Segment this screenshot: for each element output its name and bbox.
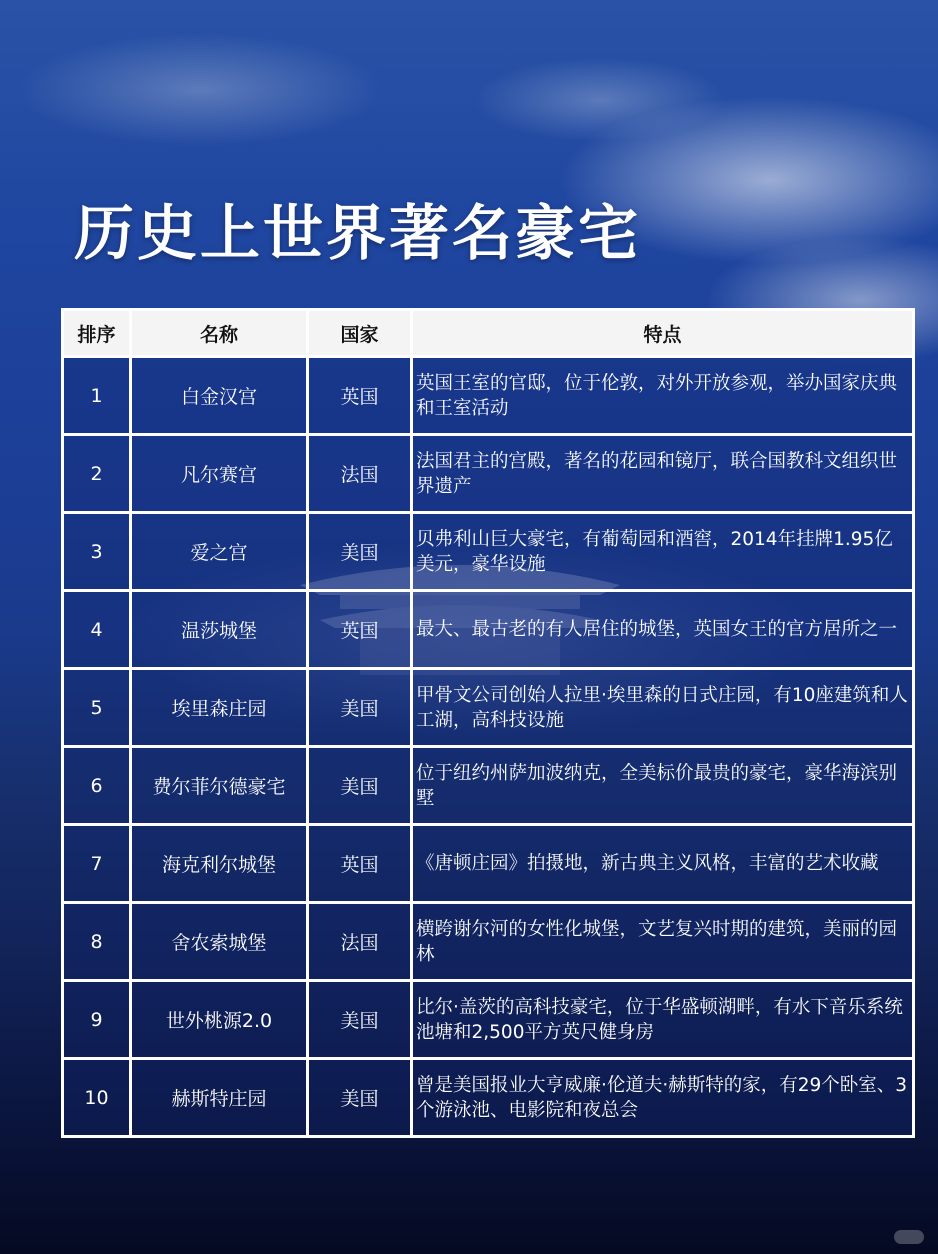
cell-country: 美国 bbox=[308, 669, 412, 747]
cell-country: 英国 bbox=[308, 591, 412, 669]
cell-rank: 3 bbox=[63, 513, 131, 591]
cell-name: 凡尔赛宫 bbox=[131, 435, 308, 513]
cell-rank: 7 bbox=[63, 825, 131, 903]
cell-rank: 10 bbox=[63, 1059, 131, 1137]
watermark-badge bbox=[894, 1230, 924, 1244]
cell-feature: 曾是美国报业大亨威廉·伦道夫·赫斯特的家，有29个卧室、3个游泳池、电影院和夜总会 bbox=[412, 1059, 914, 1137]
cell-rank: 2 bbox=[63, 435, 131, 513]
cell-name: 白金汉宫 bbox=[131, 357, 308, 435]
cell-rank: 1 bbox=[63, 357, 131, 435]
table-header-row bbox=[63, 310, 914, 357]
cell-rank: 4 bbox=[63, 591, 131, 669]
cell-name: 温莎城堡 bbox=[131, 591, 308, 669]
header-name: 名称 bbox=[131, 310, 308, 357]
table-row bbox=[63, 357, 914, 435]
table-row bbox=[63, 903, 914, 981]
page-title: 历史上世界著名豪宅 bbox=[74, 199, 641, 269]
cell-feature: 位于纽约州萨加波纳克，全美标价最贵的豪宅，豪华海滨别墅 bbox=[412, 747, 914, 825]
table-row bbox=[63, 825, 914, 903]
table-row bbox=[63, 591, 914, 669]
cell-country: 法国 bbox=[308, 903, 412, 981]
cell-country: 美国 bbox=[308, 1059, 412, 1137]
cell-rank: 8 bbox=[63, 903, 131, 981]
cell-feature: 法国君主的宫殿，著名的花园和镜厅，联合国教科文组织世界遗产 bbox=[412, 435, 914, 513]
cell-rank: 9 bbox=[63, 981, 131, 1059]
cell-name: 世外桃源2.0 bbox=[131, 981, 308, 1059]
table-row bbox=[63, 981, 914, 1059]
cell-name: 舍农索城堡 bbox=[131, 903, 308, 981]
header-country: 国家 bbox=[308, 310, 412, 357]
header-rank: 排序 bbox=[63, 310, 131, 357]
cell-name: 埃里森庄园 bbox=[131, 669, 308, 747]
table-row bbox=[63, 747, 914, 825]
table-row bbox=[63, 669, 914, 747]
cell-country: 英国 bbox=[308, 825, 412, 903]
cell-feature: 《唐顿庄园》拍摄地，新古典主义风格，丰富的艺术收藏 bbox=[412, 825, 914, 903]
header-feature: 特点 bbox=[412, 310, 914, 357]
cell-country: 美国 bbox=[308, 513, 412, 591]
cell-country: 美国 bbox=[308, 747, 412, 825]
cell-name: 爱之宫 bbox=[131, 513, 308, 591]
cell-feature: 比尔·盖茨的高科技豪宅，位于华盛顿湖畔，有水下音乐系统池塘和2,500平方英尺健身房 bbox=[412, 981, 914, 1059]
cell-name: 费尔菲尔德豪宅 bbox=[131, 747, 308, 825]
cell-country: 法国 bbox=[308, 435, 412, 513]
table-row bbox=[63, 435, 914, 513]
cell-feature: 横跨谢尔河的女性化城堡，文艺复兴时期的建筑，美丽的园林 bbox=[412, 903, 914, 981]
cell-feature: 英国王室的官邸，位于伦敦，对外开放参观，举办国家庆典和王室活动 bbox=[412, 357, 914, 435]
cell-feature: 甲骨文公司创始人拉里·埃里森的日式庄园，有10座建筑和人工湖，高科技设施 bbox=[412, 669, 914, 747]
cell-name: 赫斯特庄园 bbox=[131, 1059, 308, 1137]
cell-country: 英国 bbox=[308, 357, 412, 435]
cell-feature: 贝弗利山巨大豪宅，有葡萄园和酒窖，2014年挂牌1.95亿美元，豪华设施 bbox=[412, 513, 914, 591]
cell-feature: 最大、最古老的有人居住的城堡，英国女王的官方居所之一 bbox=[412, 591, 914, 669]
mansion-table bbox=[61, 308, 915, 1138]
cell-country: 美国 bbox=[308, 981, 412, 1059]
table-row bbox=[63, 513, 914, 591]
cell-rank: 5 bbox=[63, 669, 131, 747]
cell-rank: 6 bbox=[63, 747, 131, 825]
cell-name: 海克利尔城堡 bbox=[131, 825, 308, 903]
table-row bbox=[63, 1059, 914, 1137]
